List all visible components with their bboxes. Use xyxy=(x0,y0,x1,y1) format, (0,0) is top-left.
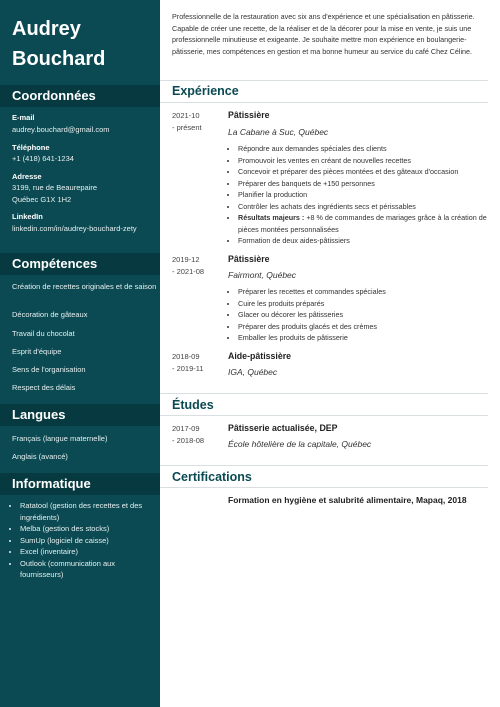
profile-summary: Professionnelle de la restauration avec six ans d'expérience et une spécialisation en pâtisserie. Capable de créer une recette, de la réaliser et de la décorer pour la mise en vente, je suis une professionnelle minutieuse et exigeante. Je souhaite mettre mon expérience en boulangerie-pâtisserie, mes compétences en gestion et ma bonne humeur au service du café Chez Céline. xyxy=(172,12,475,56)
date-end: - 2018-08 xyxy=(172,435,205,445)
job-bullet: • Emballer les produits de pâtisserie xyxy=(238,332,500,344)
address-line1: 3199, rue de Beaurepaire xyxy=(12,183,98,192)
contact-title: Coordonnées xyxy=(12,88,96,103)
highlight-text: +8 % de commandes de mariages grâce à la création de pièces montées personnalisées xyxy=(238,213,487,234)
job-bullets xyxy=(228,143,500,247)
it-item: • Excel (inventaire) xyxy=(20,546,160,558)
divider xyxy=(160,465,488,466)
job-dates xyxy=(172,351,224,374)
education-degree: Pâtisserie actualisée, DEP xyxy=(228,423,338,433)
address-line2: Québec G1X 1H2 xyxy=(12,195,72,204)
first-name: Audrey xyxy=(12,18,81,40)
divider xyxy=(160,415,488,416)
job-company: La Cabane à Suc, Québec xyxy=(228,127,329,137)
skill-item: Sens de l'organisation xyxy=(12,365,86,374)
phone-value[interactable]: +1 (418) 641-1234 xyxy=(12,154,74,163)
linkedin-value[interactable]: linkedin.com/in/audrey-bouchard-zety xyxy=(12,224,137,233)
date-start: 2019-12 xyxy=(172,255,200,264)
language-item: Français (langue maternelle) xyxy=(12,434,108,443)
skill-item: Décoration de gâteaux xyxy=(12,310,88,319)
job-dates xyxy=(172,110,224,133)
divider xyxy=(160,393,488,394)
divider xyxy=(160,102,488,103)
job-bullets xyxy=(228,286,500,344)
main-content xyxy=(160,0,500,707)
job-bullet: • Formation de deux aides-pâtissiers xyxy=(238,235,500,247)
skill-item: Esprit d'équipe xyxy=(12,347,62,356)
date-end: - 2021-08 xyxy=(172,266,205,276)
divider xyxy=(160,487,488,488)
date-end: - 2019-11 xyxy=(172,363,204,373)
skills-title: Compétences xyxy=(12,256,98,271)
last-name: Bouchard xyxy=(12,48,106,70)
job-bullet: • Planifier la production xyxy=(238,189,500,201)
it-title: Informatique xyxy=(12,476,91,491)
job-dates xyxy=(172,254,224,277)
education-school: École hôtelière de la capitale, Québec xyxy=(228,439,372,449)
it-item: • SumUp (logiciel de caisse) xyxy=(20,535,160,547)
job-bullet: • Préparer des banquets de +150 personnes xyxy=(238,178,500,190)
job-company: Fairmont, Québec xyxy=(228,270,297,280)
job-title: Pâtissière xyxy=(228,110,270,120)
experience-title: Expérience xyxy=(172,84,239,98)
skill-item: Respect des délais xyxy=(12,383,76,392)
it-item: • Melba (gestion des stocks) xyxy=(20,523,160,535)
job-bullet: • Cuire les produits préparés xyxy=(238,298,500,310)
highlight-label: Résultats majeurs : xyxy=(238,213,305,222)
date-start: 2021-10 xyxy=(172,111,200,120)
job-bullet: • Concevoir et préparer des pièces montées et des gâteaux d'occasion xyxy=(238,166,500,178)
email-label: E-mail xyxy=(12,113,35,122)
email-value[interactable]: audrey.bouchard@gmail.com xyxy=(12,125,110,134)
skill-item: Travail du chocolat xyxy=(12,329,75,338)
job-bullet: • Répondre aux demandes spéciales des clients xyxy=(238,143,500,155)
education-dates xyxy=(172,423,224,446)
job-bullet: • Glacer ou décorer les pâtisseries xyxy=(238,309,500,321)
skill-item: Création de recettes originales et de saison xyxy=(12,282,157,291)
language-item: Anglais (avancé) xyxy=(12,452,68,461)
job-company: IGA, Québec xyxy=(228,367,278,377)
date-start: 2017-09 xyxy=(172,424,200,433)
candidate-name xyxy=(12,14,152,74)
job-bullet: • Contrôler les achats des ingrédients secs et périssables xyxy=(238,201,500,213)
date-end: - présent xyxy=(172,122,202,132)
divider xyxy=(160,80,488,81)
certification-item: Formation en hygiène et salubrité alimentaire, Mapaq, 2018 xyxy=(228,495,467,505)
job-bullet-highlight xyxy=(238,212,500,235)
address-label: Adresse xyxy=(12,172,42,181)
sidebar xyxy=(0,0,160,707)
it-list xyxy=(10,500,160,581)
date-start: 2018-09 xyxy=(172,352,200,361)
linkedin-label: LinkedIn xyxy=(12,212,43,221)
it-item: • Outlook (communication aux fournisseurs) xyxy=(20,558,160,581)
it-item: • Ratatool (gestion des recettes et des ingrédients) xyxy=(20,500,160,523)
job-bullet: • Préparer des produits glacés et des crèmes xyxy=(238,321,500,333)
job-title: Aide-pâtissière xyxy=(228,351,292,361)
job-bullet: • Promouvoir les ventes en créant de nouvelles recettes xyxy=(238,155,500,167)
languages-title: Langues xyxy=(12,407,66,422)
education-title: Études xyxy=(172,398,214,412)
job-bullet: • Préparer les recettes et commandes spéciales xyxy=(238,286,500,298)
phone-label: Téléphone xyxy=(12,143,50,152)
certifications-title: Certifications xyxy=(172,470,252,484)
job-title: Pâtissière xyxy=(228,254,270,264)
